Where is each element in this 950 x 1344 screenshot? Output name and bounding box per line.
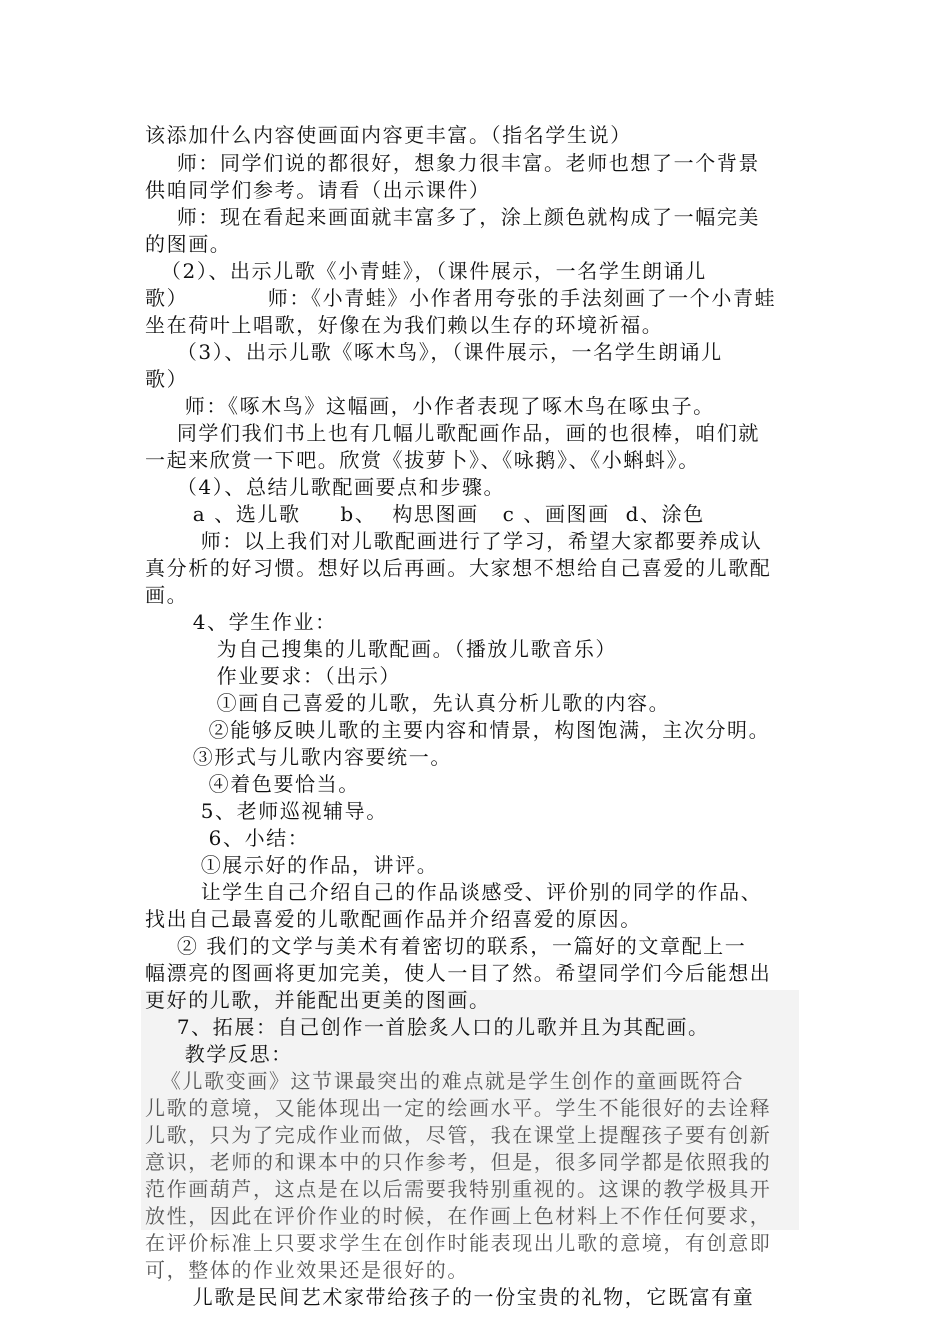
text-line: 更好的儿歌，并能配出更美的图画。	[145, 988, 491, 1012]
text-line: 7、拓展：自己创作一首脍炙人口的儿歌并且为其配画。	[145, 1015, 710, 1039]
text-line: 供咱同学们参考。请看（出示课件）	[145, 178, 491, 202]
reflection-line: 意识，老师的和课本中的只作参考，但是，很多同学都是依照我的	[145, 1150, 772, 1174]
reflection-line: 在评价标准上只要求学生在创作时能表现出儿歌的意境，有创意即	[145, 1231, 772, 1255]
text-line: a 、选儿歌 b、 构思图画 c 、画图画 d、涂色	[145, 502, 705, 526]
text-line: ④着色要恰当。	[145, 772, 360, 796]
text-line: 4、学生作业：	[145, 610, 337, 634]
text-line: 歌）	[145, 367, 189, 391]
reflection-line: 儿歌的意境，又能体现出一定的绘画水平。学生不能很好的去诠释	[145, 1096, 772, 1120]
text-line: 师：同学们说的都很好，想象力很丰富。老师也想了一个背景	[145, 151, 761, 175]
text-line: ②能够反映儿歌的主要内容和情景，构图饱满，主次分明。	[145, 718, 771, 742]
text-line: （4）、总结儿歌配画要点和步骤。	[145, 475, 506, 499]
text-line: 坐在荷叶上唱歌，好像在为我们赖以生存的环境祈福。	[145, 313, 664, 337]
text-line: 的图画。	[145, 232, 232, 256]
text-line: 为自己搜集的儿歌配画。（播放儿歌音乐）	[145, 637, 618, 661]
reflection-line: 范作画葫芦，这点是在以后需要我特别重视的。这课的教学极具开	[145, 1177, 772, 1201]
text-line: 师：《啄木鸟》这幅画，小作者表现了啄木鸟在啄虫子。	[145, 394, 715, 418]
text-line: ③形式与儿歌内容要统一。	[145, 745, 452, 769]
text-line: 画。	[145, 583, 189, 607]
text-line: ①展示好的作品，讲评。	[145, 853, 439, 877]
text-line: 该添加什么内容使画面内容更丰富。（指名学生说）	[145, 123, 632, 147]
text-line: 真分析的好习惯。想好以后再画。大家想不想给自己喜爱的儿歌配	[145, 556, 772, 580]
reflection-line: 《儿歌变画》这节课最突出的难点就是学生创作的童画既符合	[145, 1069, 745, 1093]
text-line: 作业要求：（出示）	[145, 664, 402, 688]
text-line: 师：以上我们对儿歌配画进行了学习，希望大家都要养成认	[145, 529, 763, 553]
reflection-line: 放性，因此在评价作业的时候，在作画上色材料上不作任何要求，	[145, 1204, 772, 1228]
text-line: 幅漂亮的图画将更加完美，使人一目了然。希望同学们今后能想出	[145, 961, 772, 985]
text-line: ①画自己喜爱的儿歌，先认真分析儿歌的内容。	[145, 691, 671, 715]
text-line: （3）、出示儿歌《啄木鸟》，（课件展示，一名学生朗诵儿	[145, 340, 723, 364]
text-line: 6、小结：	[145, 826, 310, 850]
text-line: 教学反思：	[145, 1042, 293, 1066]
text-line: 儿歌是民间艺术家带给孩子的一份宝贵的礼物，它既富有童	[145, 1285, 755, 1309]
text-line: 找出自己最喜爱的儿歌配画作品并介绍喜爱的原因。	[145, 907, 642, 931]
text-line: ② 我们的文学与美术有着密切的联系，一篇好的文章配上一	[145, 934, 747, 958]
text-line: 一起来欣赏一下吧。欣赏《拔萝卜》、《咏鹅》、《小蝌蚪》。	[145, 448, 700, 472]
text-line: 师：现在看起来画面就丰富多了，涂上颜色就构成了一幅完美	[145, 205, 761, 229]
reflection-line: 儿歌，只为了完成作业而做，尽管，我在课堂上提醒孩子要有创新	[145, 1123, 772, 1147]
text-line: （2）、出示儿歌《小青蛙》，（课件展示，一名学生朗诵儿	[145, 259, 707, 283]
text-line: 歌） 师：《小青蛙》小作者用夸张的手法刻画了一个小青蛙	[145, 286, 777, 310]
text-line: 5、老师巡视辅导。	[145, 799, 388, 823]
text-line: 同学们我们书上也有几幅儿歌配画作品，画的也很棒，咱们就	[145, 421, 761, 445]
text-line: 让学生自己介绍自己的作品谈感受、评价别的同学的作品、	[145, 880, 763, 904]
reflection-line: 可，整体的作业效果还是很好的。	[145, 1258, 469, 1282]
